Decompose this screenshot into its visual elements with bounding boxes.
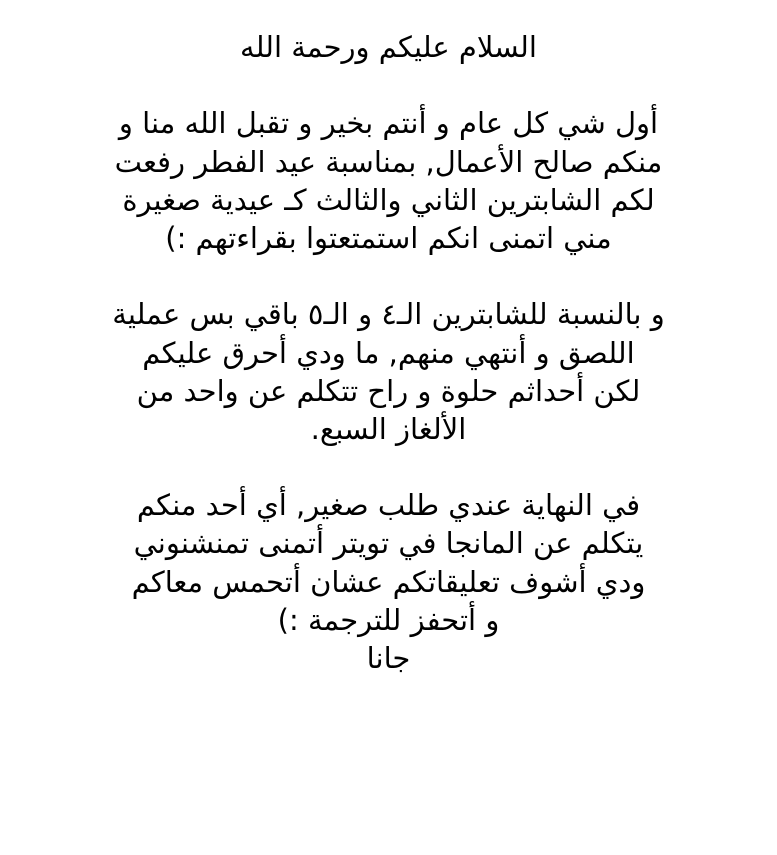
paragraph-1-line-3: لكم الشابترين الثاني والثالث كـ عيدية صغيرة: [122, 182, 655, 217]
paragraph-1-line-2: منكم صالح الأعمال, بمناسبة عيد الفطر رفعت: [114, 144, 663, 179]
message-text: [38, 28, 739, 677]
paragraph-3-line-4: و أتحفز للترجمة :): [277, 602, 500, 637]
paragraph-gap: [38, 66, 739, 104]
paragraph-3-line-2: يتكلم عن المانجا في تويتر أتمنى تمنشنوني: [133, 526, 644, 561]
signature: جانا: [366, 641, 411, 675]
paragraph-2-line-4: الألغاز السبع.: [310, 411, 467, 446]
paragraph-2-line-1: و بالنسبة للشابترين الـ٤ و الـ٥ باقي بس عملية: [112, 297, 665, 332]
paragraph-2-line-2: اللصق و أنتهي منهم, ما ودي أحرق عليكم: [142, 335, 635, 370]
paragraph-gap: [38, 257, 739, 295]
paragraph-3-line-3: ودي أشوف تعليقاتكم عشان أتحمس معاكم: [131, 564, 646, 599]
paragraph-2-line-3: لكن أحداثم حلوة و راح تتكلم عن واحد من: [136, 373, 641, 408]
greeting-line: السلام عليكم ورحمة الله: [240, 30, 537, 64]
paragraph-1-line-1: أول شي كل عام و أنتم بخير و تقبل الله منا و: [118, 106, 659, 141]
paragraph-gap: [38, 448, 739, 486]
paragraph-3-line-1: في النهاية عندي طلب صغير, أي أحد منكم: [136, 488, 641, 523]
paragraph-1-line-4: مني اتمنى انكم استمتعتوا بقراءتهم :): [165, 220, 612, 255]
